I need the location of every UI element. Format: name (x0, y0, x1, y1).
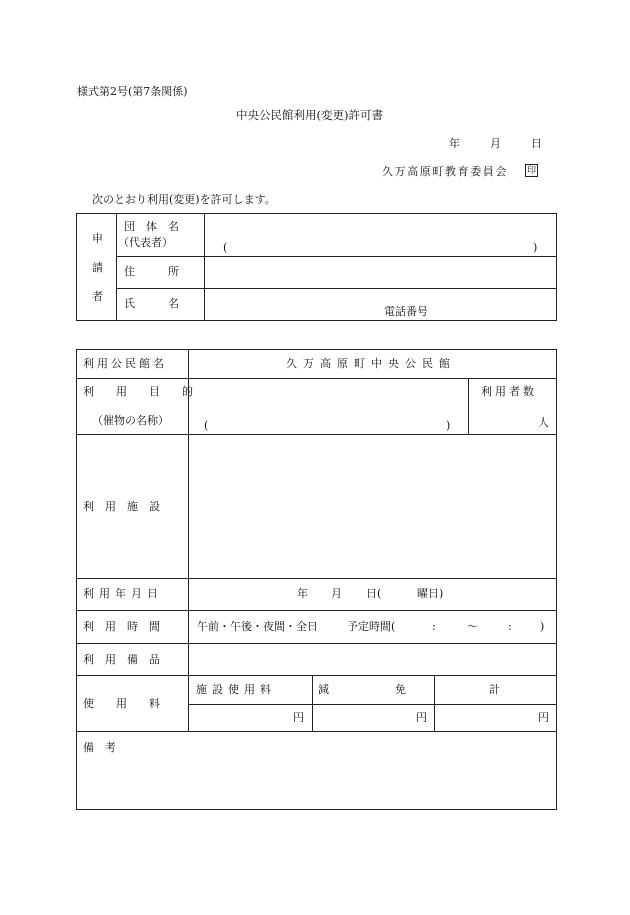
time-scheduled: 予定時間( (347, 620, 396, 633)
applicant-group-char-2: 請 (92, 261, 103, 274)
total-yen: 円 (538, 711, 549, 724)
users-unit: 人 (538, 416, 549, 429)
date-day: 日 (531, 137, 542, 150)
time-paren-close: ) (540, 620, 545, 633)
applicant-group-char-3: 者 (92, 290, 103, 303)
representative-label: （代表者） (118, 236, 173, 249)
exemption-label: 減 免 (318, 683, 406, 696)
equipment-label: 利 用 備 品 (83, 653, 160, 666)
facility-fee-label: 施設使用料 (196, 683, 276, 696)
usage-time-label: 利 用 時 間 (83, 620, 160, 633)
time-tilde: 〜 (467, 620, 478, 633)
purpose-label: 利 用 目 的 (83, 385, 193, 398)
exemption-yen: 円 (416, 711, 427, 724)
name-label: 氏 名 (124, 297, 179, 310)
org-name-paren-open: ( (223, 241, 228, 254)
purpose-paren-close: ) (446, 419, 451, 432)
usage-date-day: 日( (366, 587, 382, 600)
org-name-label: 団 体 名 (124, 220, 179, 233)
fee-label: 使 用 料 (83, 697, 160, 710)
phone-label: 電話番号 (384, 305, 428, 318)
issuer-name: 久万高原町教育委員会 (382, 165, 508, 178)
date-year: 年 (449, 137, 460, 150)
org-name-paren-close: ) (533, 241, 538, 254)
permission-statement: 次のとおり利用(変更)を許可します。 (92, 193, 276, 206)
usage-date-weekday: 曜日) (417, 587, 444, 600)
time-separator-start: : (432, 620, 436, 633)
facility-label: 利 用 施 設 (83, 500, 160, 513)
event-name-label: （催物の名称） (92, 414, 169, 427)
usage-date-label: 利用年月日 (83, 587, 163, 600)
total-label: 計 (489, 683, 500, 696)
usage-date-month: 月 (331, 587, 342, 600)
users-count-label: 利用者数 (481, 385, 537, 398)
purpose-paren-open: ( (204, 419, 209, 432)
hall-value: 久万高原町中央公民館 (286, 357, 456, 370)
document-title: 中央公民館利用(変更)許可書 (236, 108, 383, 122)
address-label: 住 所 (124, 265, 179, 278)
remarks-label: 備 考 (83, 741, 116, 754)
hall-label: 利用公民館名 (83, 357, 167, 370)
seal-stamp: 印 (526, 166, 536, 176)
applicant-group-char-1: 申 (92, 232, 103, 245)
date-month: 月 (490, 137, 501, 150)
time-options: 午前・午後・夜間・全日 (197, 620, 318, 633)
time-separator-end: : (508, 620, 512, 633)
facility-fee-yen: 円 (293, 711, 304, 724)
form-number: 様式第2号(第7条関係) (77, 85, 188, 98)
usage-date-year: 年 (297, 587, 308, 600)
